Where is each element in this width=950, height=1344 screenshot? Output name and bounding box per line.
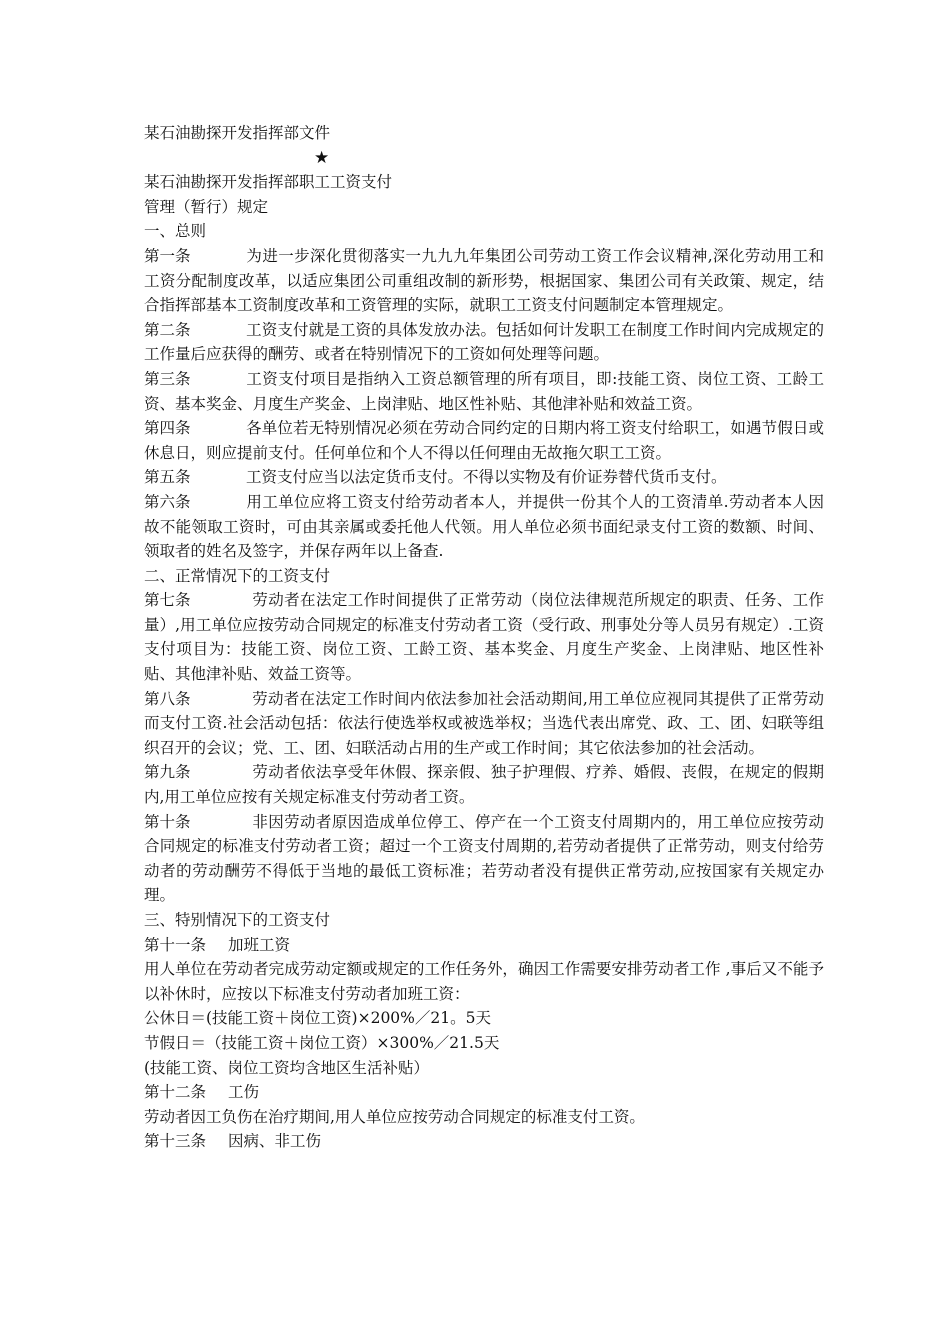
- article-title: 因病、非工伤: [228, 1132, 322, 1151]
- article-number: 第一条: [144, 246, 191, 265]
- article-title: 工伤: [228, 1083, 260, 1102]
- document-body: [144, 121, 824, 1154]
- article-1: [144, 244, 824, 318]
- article-text: 工资支付就是工资的具体发放办法。包括如何计发职工在制度工作时间内完成规定的工作量后应获得的酬劳、或者在特别情况下的工资如何处理等问题。: [144, 320, 824, 364]
- article-5: [144, 465, 824, 490]
- article-2: [144, 318, 824, 367]
- star-icon: ★: [314, 147, 330, 168]
- article-number: 第九条: [144, 763, 191, 782]
- formula-note: (技能工资、岗位工资均含地区生活补贴）: [144, 1058, 430, 1077]
- article-6: [144, 490, 824, 564]
- article-8: [144, 687, 824, 761]
- article-number: 第五条: [144, 468, 191, 487]
- article-7: [144, 588, 824, 686]
- article-10: [144, 810, 824, 908]
- section-heading: 一、总则: [144, 222, 207, 241]
- article-number: 第八条: [144, 689, 191, 708]
- article-text: 劳动者依法享受年休假、探亲假、独子护理假、疗养、婚假、丧假，在规定的假期内,用工单位应按有关规定标准支付劳动者工资。: [144, 763, 824, 807]
- article-number: 第十条: [144, 812, 191, 831]
- article-12-heading: [144, 1080, 824, 1105]
- article-text: 工资支付项目是指纳入工资总额管理的所有项目，即:技能工资、岗位工资、工龄工资、基本奖金、月度生产奖金、上岗津贴、地区性补贴、其他津补贴和效益工资。: [144, 369, 824, 413]
- article-3: [144, 367, 824, 416]
- formula-holiday: 节假日＝（技能工资＋岗位工资）×300%／21.5天: [144, 1033, 500, 1052]
- article-number: 第十三条: [144, 1132, 207, 1151]
- article-number: 第十二条: [144, 1083, 207, 1102]
- article-11-text: 用人单位在劳动者完成劳动定额或规定的工作任务外，确因工作需要安排劳动者工作 ,事后又不能予以补休时，应按以下标准支付劳动者加班工资：: [144, 960, 824, 1003]
- article-number: 第七条: [144, 591, 191, 610]
- document-title-line1: 某石油勘探开发指挥部职工工资支付: [144, 173, 393, 192]
- article-number: 第六条: [144, 492, 191, 511]
- article-11-heading: [144, 933, 824, 958]
- article-4: [144, 416, 824, 465]
- article-text: 劳动者在法定工作时间内依法参加社会活动期间,用工单位应视同其提供了正常劳动而支付工资.社会活动包括：依法行使选举权或被选举权；当选代表出席党、政、工、团、妇联等组织召开的会议；党、工、团、妇联活动占用的生产或工作时间；其它依法参加的社会活动。: [144, 689, 824, 757]
- section-heading: 三、特别情况下的工资支付: [144, 911, 331, 929]
- article-number: 第十一条: [144, 935, 207, 954]
- article-text: 各单位若无特别情况必须在劳动合同约定的日期内将工资支付给职工，如遇节假日或休息日，则应提前支付。任何单位和个人不得以任何理由无故拖欠职工工资。: [144, 419, 824, 462]
- article-text: 为进一步深化贯彻落实一九九九年集团公司劳动工资工作会议精神,深化劳动用工和工资分配制度改革，以适应集团公司重组改制的新形势，根据国家、集团公司有关政策、规定，结合指挥部基本工资制度改革和工资管理的实际，就职工工资支付问题制定本管理规定。: [144, 246, 824, 315]
- article-number: 第二条: [144, 320, 191, 339]
- section-heading: 二、正常情况下的工资支付: [144, 566, 331, 585]
- article-text: 工资支付应当以法定货币支付。不得以实物及有价证券替代货币支付。: [246, 468, 727, 487]
- article-number: 第四条: [144, 419, 191, 438]
- article-number: 第三条: [144, 369, 191, 388]
- formula-rest-day: 公休日＝(技能工资＋岗位工资)×200%／21。5天: [144, 1009, 491, 1028]
- document-header: 某石油勘探开发指挥部文件: [144, 124, 331, 142]
- article-title: 加班工资: [228, 935, 291, 954]
- article-9: [144, 760, 824, 809]
- article-12-text: 劳动者因工负伤在治疗期间,用人单位应按劳动合同规定的标准支付工资。: [144, 1107, 645, 1126]
- article-text: 用工单位应将工资支付给劳动者本人，并提供一份其个人的工资清单.劳动者本人因故不能领取工资时，可由其亲属或委托他人代领。用人单位必须书面纪录支付工资的数额、时间、领取者的姓名及签字，并保存两年以上备查.: [144, 492, 824, 561]
- article-text: 非因劳动者原因造成单位停工、停产在一个工资支付周期内的，用工单位应按劳动合同规定的标准支付劳动者工资；超过一个工资支付周期的,若劳动者提供了正常劳动，则支付给劳动者的劳动酬劳不得低于当地的最低工资标准；若劳动者没有提供正常劳动,应按国家有关规定办理。: [144, 812, 824, 905]
- article-13-heading: [144, 1129, 824, 1154]
- document-title-line2: 管理（暂行）规定: [144, 197, 269, 216]
- article-text: 劳动者在法定工作时间提供了正常劳动（岗位法律规范所规定的职责、任务、工作量）,用工单位应按劳动合同规定的标准支付劳动者工资（受行政、刑事处分等人员另有规定）.工资支付项目为：技能工资、岗位工资、工龄工资、基本奖金、月度生产奖金、上岗津贴、地区性补贴、其他津补贴、效益工资等。: [144, 591, 824, 684]
